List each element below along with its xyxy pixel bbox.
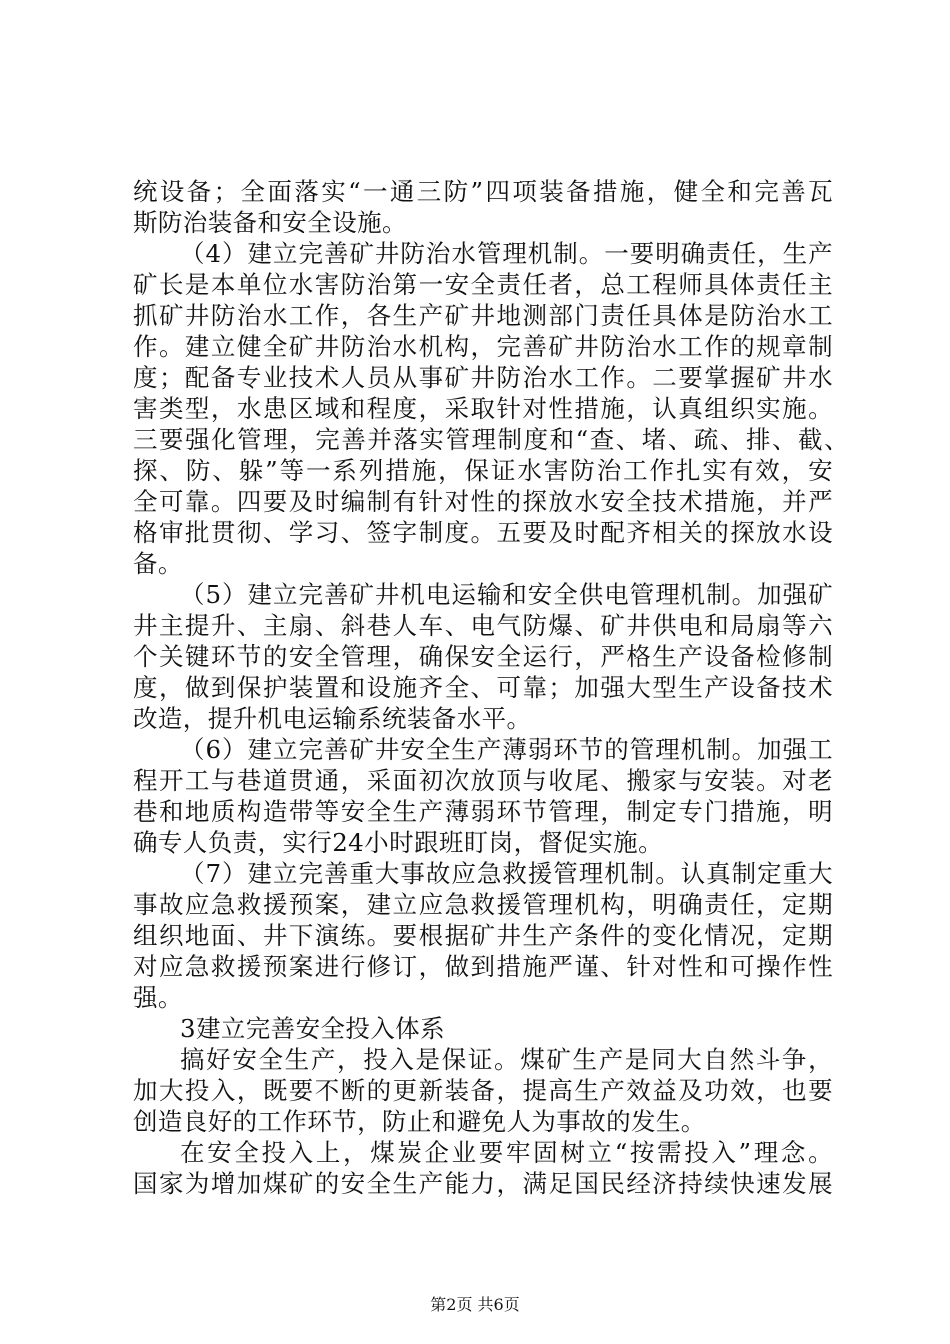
text-line: 程开工与巷道贯通，采面初次放顶与收尾、搬家与安装。对老 [133,766,833,795]
text-line: 全可靠。四要及时编制有针对性的探放水安全技术措施，并严 [133,487,833,516]
text-line: 作。建立健全矿井防治水机构，完善矿井防治水工作的规章制 [133,332,833,361]
text-line: 组织地面、井下演练。要根据矿井生产条件的变化情况，定期 [133,921,833,950]
text-line: 加大投入，既要不断的更新装备，提高生产效益及功效，也要 [133,1076,833,1105]
text-line: 斯防治装备和安全设施。 [133,208,407,237]
text-line: 巷和地质构造带等安全生产薄弱环节管理，制定专门措施，明 [133,797,833,826]
text-line: 创造良好的工作环节，防止和避免人为事故的发生。 [133,1107,706,1136]
text-line: 强。 [133,983,183,1012]
text-line: 在安全投入上，煤炭企业要牢固树立“按需投入”理念。 [180,1138,833,1167]
text-line: 害类型，水患区域和程度，采取针对性措施，认真组织实施。 [133,394,833,423]
text-line: 搞好安全生产，投入是保证。煤矿生产是同大自然斗争， [180,1045,833,1074]
text-line: 改造，提升机电运输系统装备水平。 [133,704,532,733]
text-line: 井主提升、主扇、斜巷人车、电气防爆、矿井供电和局扇等六 [133,611,833,640]
text-line: （6）建立完善矿井安全生产薄弱环节的管理机制。加强工 [180,735,833,764]
text-line: 格审批贯彻、学习、签字制度。五要及时配齐相关的探放水设 [133,518,833,547]
text-line: 个关键环节的安全管理，确保安全运行，严格生产设备检修制 [133,642,833,671]
text-line: 对应急救援预案进行修订，做到措施严谨、针对性和可操作性 [133,952,833,981]
text-line: 统设备；全面落实“一通三防”四项装备措施，健全和完善瓦 [133,177,833,206]
text-line: 三要强化管理，完善并落实管理制度和“查、堵、疏、排、截、 [133,425,849,454]
text-line: 抓矿井防治水工作，各生产矿井地测部门责任具体是防治水工 [133,301,833,330]
page-number-footer: 第2页 共6页 [430,1295,520,1314]
text-line: （7）建立完善重大事故应急救援管理机制。认真制定重大 [180,859,833,888]
text-line: 矿长是本单位水害防治第一安全责任者，总工程师具体责任主 [133,270,833,299]
text-line: 探、防、躲”等一系列措施，保证水害防治工作扎实有效，安 [133,456,833,485]
text-line: 国家为增加煤矿的安全生产能力，满足国民经济持续快速发展 [133,1169,833,1198]
section-heading: 3建立完善安全投入体系 [180,1014,445,1043]
text-line: 备。 [133,549,183,578]
text-line: （4）建立完善矿井防治水管理机制。一要明确责任，生产 [180,239,833,268]
text-line: 事故应急救援预案，建立应急救援管理机构，明确责任，定期 [133,890,833,919]
text-line: 度；配备专业技术人员从事矿井防治水工作。二要掌握矿井水 [133,363,833,392]
text-line: 度，做到保护装置和设施齐全、可靠；加强大型生产设备技术 [133,673,833,702]
text-line: （5）建立完善矿井机电运输和安全供电管理机制。加强矿 [180,580,833,609]
text-line: 确专人负责，实行24小时跟班盯岗，督促实施。 [133,828,663,857]
